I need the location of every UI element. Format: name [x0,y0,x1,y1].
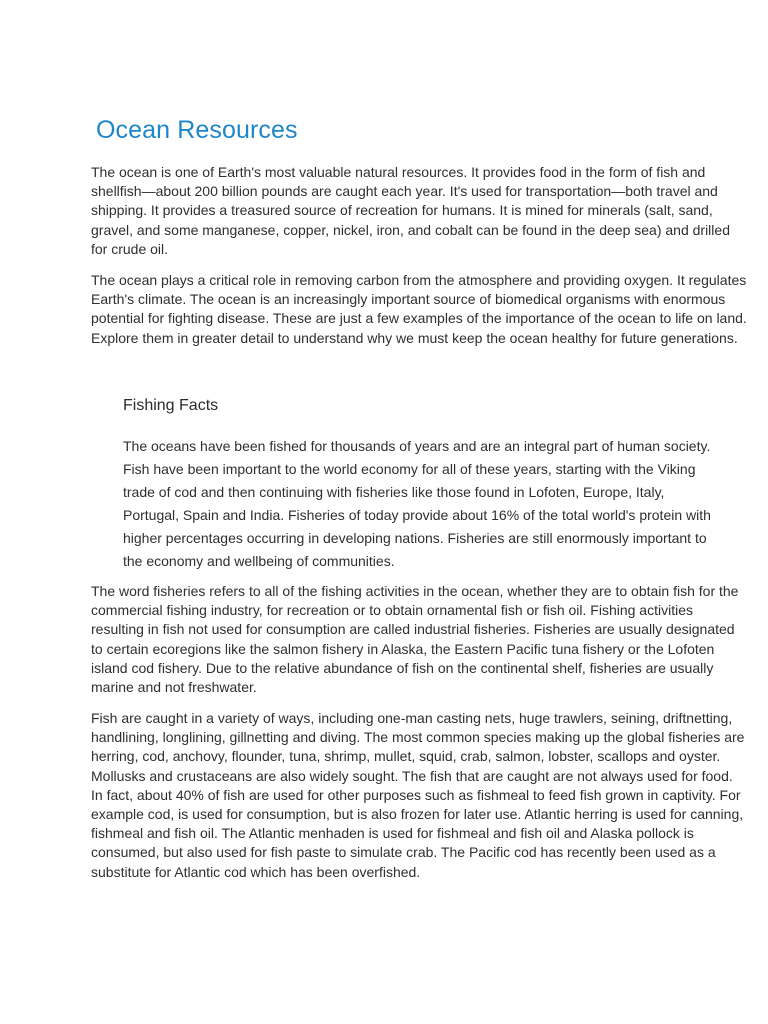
section-intro-paragraph: The oceans have been fished for thousands of years and are an integral part of human society. Fish have been important to the world economy for all of these years, starting with the Viking trade of cod and then continuing with fisheries like those found in Lofoten, Europe, Italy, Portugal, Spain and India. Fisheries of today provide about 16% of the total world's protein with higher percentages occurring in developing nations. Fisheries are still enormously important to the economy and wellbeing of communities. [123,438,711,569]
intro-paragraph-2: The ocean plays a critical role in removing carbon from the atmosphere and providing oxygen. It regulates Earth's climate. The ocean is an increasingly important source of biomedical organisms with enormous potential for fighting disease. These are just a few examples of the importance of the ocean to life on land. Explore them in greater detail to understand why we must keep the ocean healthy for future generations. [91,272,747,346]
body-paragraph-1: The word fisheries refers to all of the fishing activities in the ocean, whether they are to obtain fish for the commercial fishing industry, for recreation or to obtain ornamental fish or fish oil. Fishing activities resulting in fish not used for consumption are called industrial fisheries. Fisheries are usually designated to certain ecoregions like the salmon fishery in Alaska, the Eastern Pacific tuna fishery or the Lofoten island cod fishery. Due to the relative abundance of fish on the continental shelf, fisheries are usually marine and not freshwater. [91,583,739,696]
intro-paragraph-1: The ocean is one of Earth's most valuable natural resources. It provides food in the form of fish and shellfish—about 200 billion pounds are caught each year. It's used for transportation—both travel and shipping. It provides a treasured source of recreation for humans. It is mined for minerals (salt, sand, gravel, and some manganese, copper, nickel, iron, and cobalt can be found in the deep sea) and drilled for crude oil. [91,164,730,257]
section-heading-fishing-facts: Fishing Facts [123,397,219,414]
body-paragraph-2: Fish are caught in a variety of ways, including one-man casting nets, huge trawlers, seining, driftnetting, handlining, longlining, gillnetting and diving. The most common species making up the global fisheries are herring, cod, anchovy, flounder, tuna, shrimp, mullet, squid, crab, salmon, lobster, scallops and oyster. Mollusks and crustaceans are also widely sought. The fish that are caught are not always used for food. In fact, about 40% of fish are used for other purposes such as fishmeal to feed fish grown in captivity. For example cod, is used for consumption, but is also frozen for later use. Atlantic herring is used for canning, fishmeal and fish oil. The Atlantic menhaden is used for fishmeal and fish oil and Alaska pollock is consumed, but also used for fish paste to simulate crab. The Pacific cod has recently been used as a substitute for Atlantic cod which has been overfished. [91,710,745,880]
page-title: Ocean Resources [96,116,298,144]
